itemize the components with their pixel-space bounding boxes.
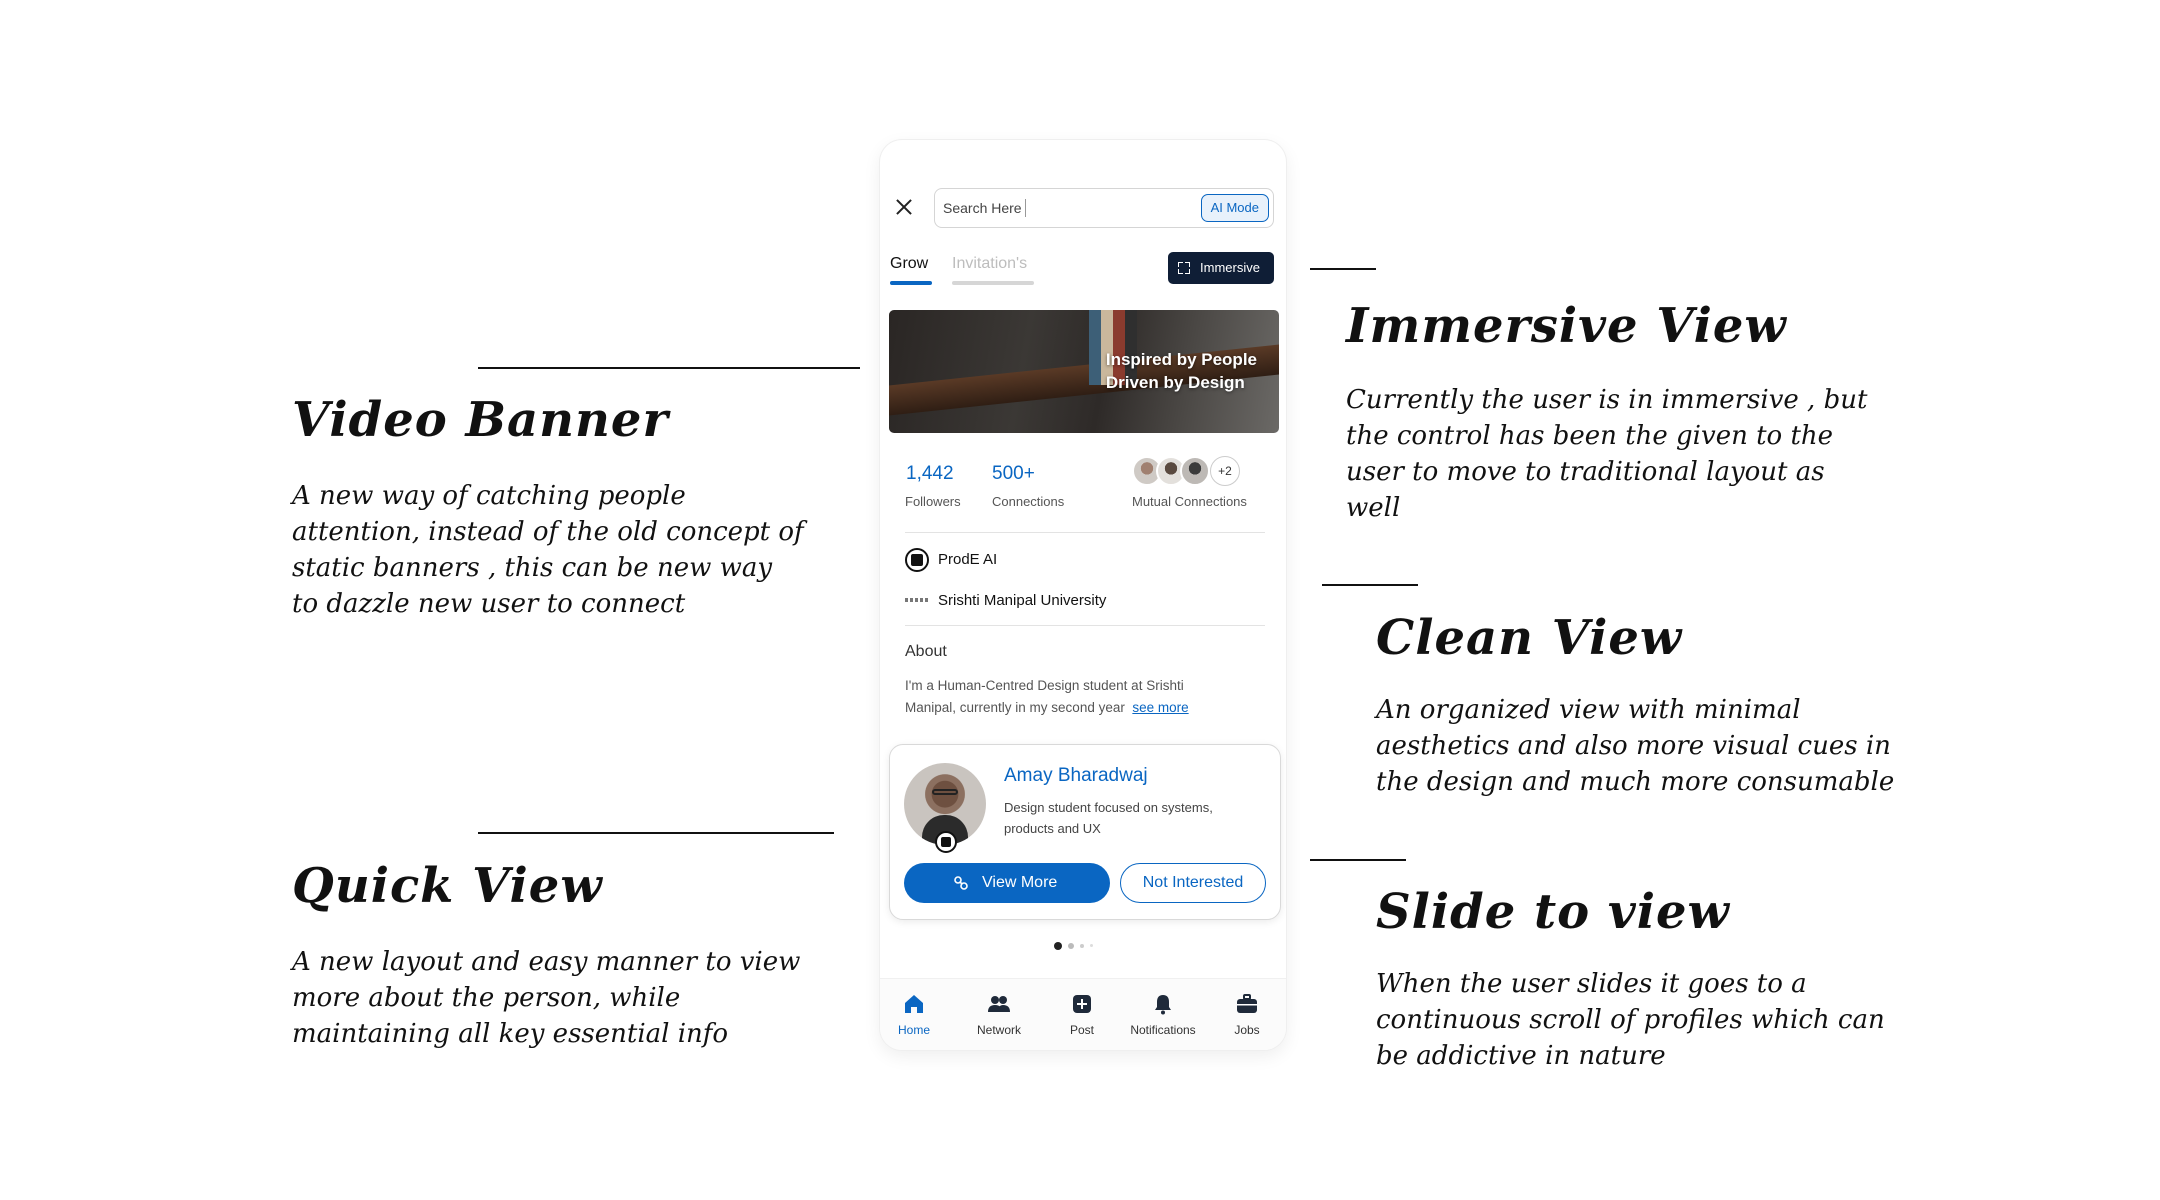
immersive-view-pointer-line	[1310, 268, 1376, 270]
tab-grow-underline	[890, 281, 932, 285]
about-text: I'm a Human-Centred Design student at Srishti Manipal, currently in my second year see more	[905, 678, 1189, 715]
profile-headline: Design student focused on systems, products and UX	[1004, 800, 1213, 836]
nav-notifications[interactable]	[1118, 989, 1208, 1045]
pager-dot[interactable]	[1068, 943, 1074, 949]
expand-icon	[1178, 262, 1190, 274]
prode-ai-logo-icon	[905, 548, 929, 572]
followers-label: Followers	[905, 494, 961, 509]
slide-to-view-description: When the user slides it goes to a continuous scroll of profiles which can be addictive in nature	[1376, 969, 1885, 1071]
about-heading: About	[905, 643, 947, 660]
clean-view-description: An organized view with minimal aesthetics and also more visual cues in the design and much more consumable	[1376, 695, 1895, 797]
bottom-navigation	[880, 978, 1286, 1050]
search-bar[interactable]	[934, 188, 1274, 228]
quick-view-title: Quick View	[292, 858, 603, 914]
nav-label: Post	[1069, 1023, 1094, 1037]
slide-to-view-pointer-line	[1310, 859, 1406, 861]
pager-dots[interactable]	[1054, 942, 1114, 950]
university-logo-icon	[905, 598, 929, 602]
immersive-toggle-button[interactable]	[1168, 252, 1274, 284]
clean-view-pointer-line	[1322, 584, 1418, 586]
link-icon	[954, 876, 968, 890]
pager-dot[interactable]	[1054, 942, 1062, 950]
quick-view-card[interactable]	[889, 744, 1281, 920]
view-more-button[interactable]: View More	[904, 863, 1110, 903]
divider	[905, 532, 1265, 533]
ai-mode-button[interactable]: AI Mode	[1201, 194, 1269, 222]
tab-invitations-underline	[952, 281, 1034, 285]
immersive-view-title: Immersive View	[1346, 298, 1787, 354]
mutual-connections-label: Mutual Connections	[1132, 494, 1247, 509]
text-caret	[1025, 199, 1026, 217]
nav-home[interactable]	[880, 989, 959, 1045]
quick-view-pointer-line	[478, 832, 834, 834]
banner-headline: Inspired by People Driven by Design	[1105, 350, 1257, 392]
nav-label: Network	[976, 1023, 1021, 1037]
company-badge-icon	[935, 831, 957, 853]
nav-post[interactable]	[1037, 989, 1127, 1045]
see-more-link[interactable]: see more	[1132, 700, 1189, 715]
avatar	[1180, 456, 1210, 486]
clean-view-title: Clean View	[1376, 610, 1683, 666]
video-banner-description: A new way of catching people attention, instead of the old concept of static banners , this can be new way to dazzle new user to connect	[292, 481, 804, 619]
post-icon	[1071, 993, 1093, 1015]
quick-view-description: A new layout and easy manner to view more about the person, while maintaining all key essential info	[292, 947, 801, 1049]
immersive-label: Immersive	[1200, 260, 1260, 275]
search-input[interactable]: Search Here	[943, 200, 1022, 216]
pager-dot[interactable]	[1080, 944, 1084, 948]
not-interested-button[interactable]: Not Interested	[1120, 863, 1266, 903]
pager-dot[interactable]	[1090, 944, 1093, 947]
network-icon	[988, 993, 1010, 1015]
video-banner-title: Video Banner	[292, 392, 669, 448]
briefcase-icon	[1236, 993, 1258, 1015]
nav-label: Jobs	[1234, 1023, 1260, 1037]
org-name: ProdE AI	[938, 551, 998, 568]
bell-icon	[1152, 993, 1174, 1015]
divider	[905, 625, 1265, 626]
home-icon	[903, 993, 925, 1015]
more-mutuals-badge[interactable]: +2	[1210, 456, 1240, 486]
org-name: Srishti Manipal University	[938, 592, 1107, 609]
immersive-view-description: Currently the user is in immersive , but the control has been the given to the user to move to traditional layout as well	[1346, 385, 1868, 523]
tab-invitations[interactable]: Invitation's	[952, 255, 1028, 272]
video-banner-pointer-line	[478, 367, 860, 369]
video-banner[interactable]	[889, 310, 1279, 433]
nav-network[interactable]	[954, 989, 1044, 1045]
nav-label: Notifications	[1130, 1023, 1196, 1037]
phone-screen	[880, 140, 1286, 1050]
connections-label: Connections	[992, 494, 1065, 509]
nav-jobs[interactable]	[1202, 989, 1286, 1045]
mutual-connections-avatars[interactable]	[1132, 456, 1242, 488]
followers-count[interactable]: 1,442	[906, 463, 954, 484]
close-icon[interactable]	[892, 195, 916, 219]
connections-count[interactable]: 500+	[992, 463, 1035, 484]
nav-label: Home	[897, 1023, 930, 1037]
tab-grow[interactable]: Grow	[890, 255, 929, 272]
profile-name[interactable]: Amay Bharadwaj	[1004, 765, 1148, 786]
slide-to-view-title: Slide to view	[1376, 884, 1730, 940]
